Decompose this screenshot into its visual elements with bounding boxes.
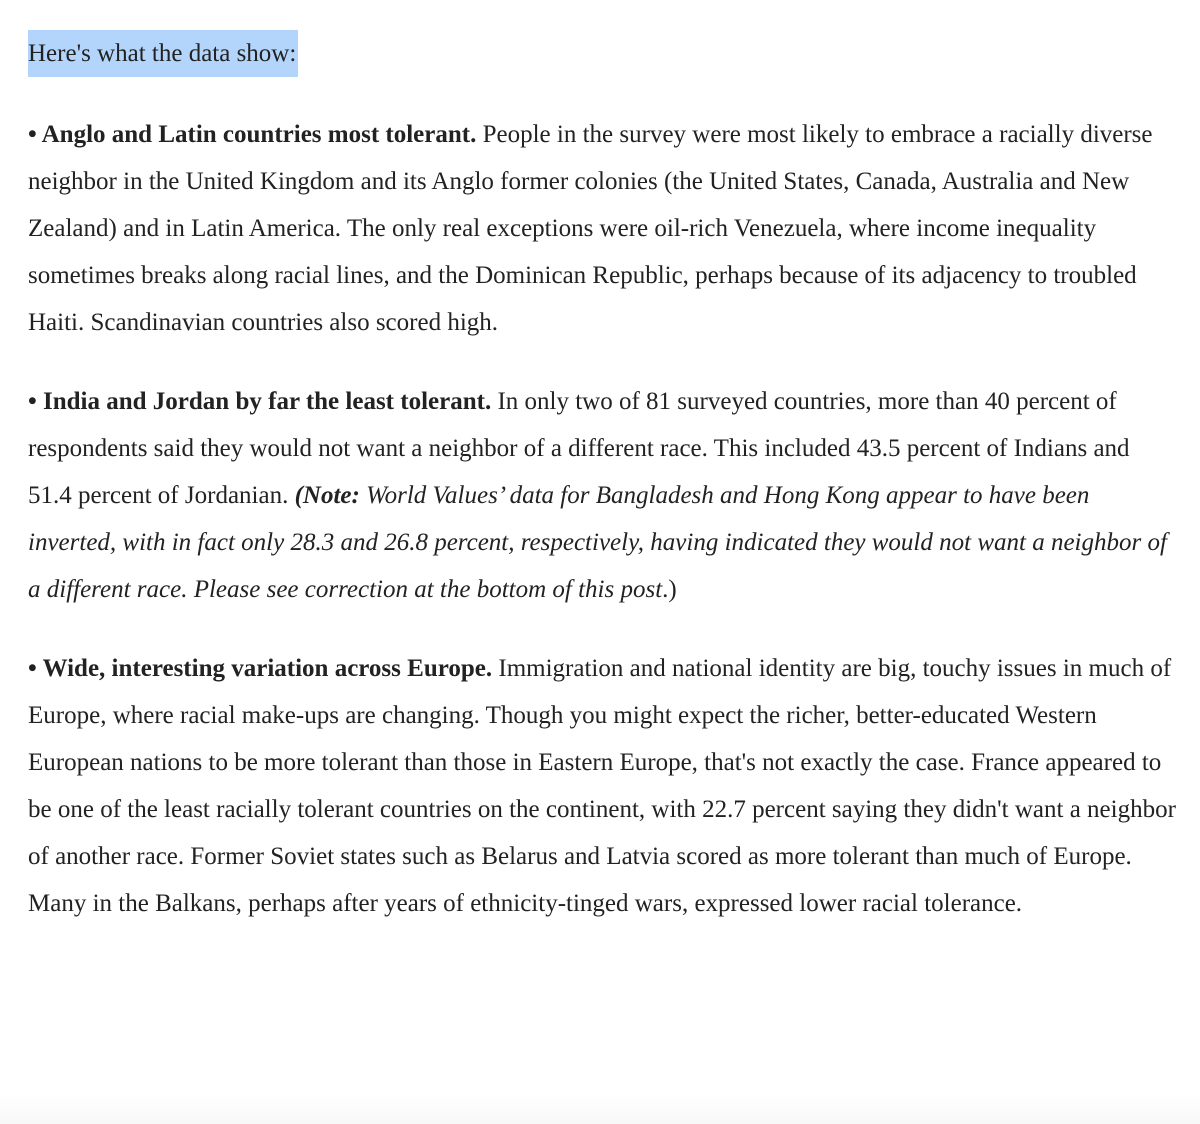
bottom-fade [0, 1094, 1200, 1124]
note-close: .) [662, 576, 677, 603]
section-india-jordan [28, 378, 1178, 613]
section-body: Immigration and national identity are big, touchy issues in much of Europe, where racial make-ups are changing. Though you might expect the richer, better-educated Western European nations to be more tolerant than those in Eastern Europe, that's not exactly the case. France appeared to be one of the least racially tolerant countries on the continent, with 22.7 percent saying they didn't want a neighbor of another race. Former Soviet states such as Belarus and Latvia scored as more tolerant than much of Europe. Many in the Balkans, perhaps after years of ethnicity-tinged wars, expressed lower racial tolerance. [28, 655, 1176, 917]
section-anglo-latin [28, 111, 1178, 346]
section-heading: Anglo and Latin countries most tolerant. [41, 121, 477, 148]
section-heading: India and Jordan by far the least tolerant. [43, 388, 492, 415]
selected-intro-text[interactable]: Here's what the data show: [28, 30, 298, 77]
section-body: In only two of 81 surveyed countries, more than 40 percent of respondents said they would not want a neighbor of a different race. This included 43.5 percent of Indians and 51.4 percent of Jordanian. [28, 388, 1130, 509]
note-open-paren: ( [294, 482, 303, 509]
section-body: People in the survey were most likely to embrace a racially diverse neighbor in the United Kingdom and its Anglo former colonies (the United States, Canada, Australia and New Zealand) and in Latin America. The only real exceptions were oil-rich Venezuela, where income inequality sometimes breaks along racial lines, and the Dominican Republic, perhaps because of its adjacency to troubled Haiti. Scandinavian countries also scored high. [28, 121, 1153, 336]
bullet-icon: • [28, 388, 44, 415]
bullet-icon: • [28, 655, 43, 682]
note-text: World Values’ data for Bangladesh and Hong Kong appear to have been inverted, with in fact only 28.3 and 26.8 percent, respectively, having indicated they would not want a neighbor of a different race. Please see correction at the bottom of this post [28, 482, 1167, 603]
section-europe [28, 645, 1178, 927]
bullet-icon: • [28, 121, 42, 148]
intro-line [28, 30, 1178, 77]
section-heading: Wide, interesting variation across Europe. [42, 655, 493, 682]
article-body [28, 0, 1178, 959]
note-label: Note: [302, 482, 360, 509]
